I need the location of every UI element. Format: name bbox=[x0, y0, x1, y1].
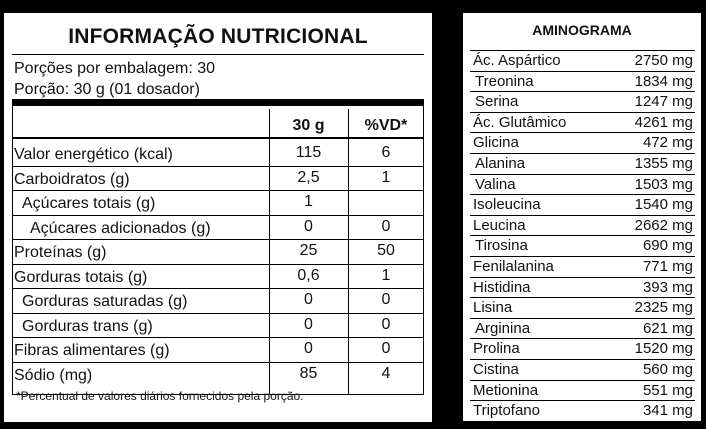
amino-acid-name: Ác. Glutâmico bbox=[473, 113, 567, 131]
nutrient-label: Carboidratos (g) bbox=[14, 170, 130, 188]
table-border-left bbox=[12, 106, 13, 395]
nutrient-row bbox=[4, 337, 424, 362]
amino-acid-row bbox=[470, 71, 695, 91]
amino-acid-name: Prolina bbox=[473, 340, 520, 358]
amino-acid-value: 560 mg bbox=[642, 361, 693, 378]
table-header-row bbox=[4, 112, 424, 137]
nutrient-label: Gorduras totais (g) bbox=[14, 268, 148, 286]
nutrient-daily-value: 6 bbox=[381, 144, 391, 161]
amino-acid-row bbox=[470, 153, 695, 173]
nutrient-row bbox=[4, 239, 424, 264]
amino-acid-value: 472 mg bbox=[642, 134, 693, 152]
amino-acid-value: 393 mg bbox=[642, 278, 693, 296]
amino-acid-row bbox=[470, 400, 695, 420]
amino-acid-row bbox=[470, 359, 695, 379]
amino-acid-name: Arginina bbox=[475, 319, 531, 337]
amino-acid-row bbox=[470, 338, 695, 358]
amino-acid-value: 1834 mg bbox=[634, 72, 693, 90]
nutrient-daily-value: 0 bbox=[381, 315, 391, 333]
title-divider bbox=[12, 54, 424, 55]
amino-acid-name: Isoleucina bbox=[473, 196, 541, 214]
nutrient-amount: 0 bbox=[304, 340, 313, 357]
nutrient-daily-value: 50 bbox=[377, 242, 395, 259]
nutrient-row bbox=[4, 141, 424, 166]
amino-acid-value: 2662 mg bbox=[634, 216, 693, 234]
amino-acid-name: Treonina bbox=[475, 72, 534, 90]
nutrient-daily-value: 1 bbox=[381, 168, 391, 186]
nutrient-row bbox=[4, 313, 424, 338]
amino-acid-name: Fenilalanina bbox=[473, 258, 554, 275]
nutrient-row bbox=[4, 264, 424, 289]
nutrient-row bbox=[4, 166, 424, 191]
nutrient-label: Sódio (mg) bbox=[14, 366, 93, 384]
amino-acid-name: Ác. Aspártico bbox=[473, 52, 561, 69]
aminogram-panel bbox=[463, 13, 701, 421]
amino-acid-name: Lisina bbox=[473, 299, 513, 317]
amino-acid-name: Triptofano bbox=[473, 402, 540, 420]
amino-acid-value: 1503 mg bbox=[634, 175, 693, 193]
amino-acid-row bbox=[470, 91, 695, 111]
nutrient-row bbox=[4, 288, 424, 313]
nutrition-facts-panel bbox=[4, 13, 432, 422]
amino-acid-name: Valina bbox=[475, 175, 516, 193]
amino-acid-row bbox=[470, 256, 695, 276]
nutrition-title: INFORMAÇÃO NUTRICIONAL bbox=[68, 25, 368, 48]
amino-acid-row bbox=[470, 277, 695, 297]
amino-acid-row bbox=[470, 297, 695, 317]
amino-acid-row bbox=[470, 380, 695, 400]
amino-acid-name: Histidina bbox=[473, 278, 531, 296]
nutrient-amount: 25 bbox=[299, 242, 318, 259]
table-border-right bbox=[423, 106, 424, 395]
nutrient-label: Açúcares totais (g) bbox=[22, 195, 156, 212]
amino-acid-name: Tirosina bbox=[475, 237, 528, 255]
nutrient-amount: 1 bbox=[304, 193, 313, 210]
amino-acid-row bbox=[470, 194, 695, 214]
amino-acid-row bbox=[470, 215, 695, 235]
amino-acid-row bbox=[470, 235, 695, 255]
amino-acid-value: 1540 mg bbox=[634, 196, 693, 214]
amino-acid-value: 1520 mg bbox=[634, 340, 693, 358]
nutrient-label: Gorduras trans (g) bbox=[22, 317, 153, 335]
amino-acid-row bbox=[470, 132, 695, 152]
header-dv: %VD* bbox=[364, 117, 408, 134]
amino-acid-row bbox=[470, 174, 695, 194]
servings-per-package: Porções por embalagem: 30 bbox=[14, 60, 215, 77]
amino-acid-value: 1247 mg bbox=[634, 93, 693, 111]
header-divider bbox=[12, 137, 424, 139]
aminogram-title: AMINOGRAMA bbox=[532, 22, 632, 38]
nutrient-row bbox=[4, 215, 424, 240]
amino-acid-row bbox=[470, 112, 695, 132]
nutrient-amount: 0 bbox=[304, 291, 313, 308]
amino-acid-value: 551 mg bbox=[642, 381, 693, 399]
amino-acid-row bbox=[470, 318, 695, 338]
serving-size: Porção: 30 g (01 dosador) bbox=[14, 81, 200, 98]
amino-acid-value: 771 mg bbox=[642, 258, 693, 275]
nutrient-daily-value: 0 bbox=[381, 291, 391, 308]
amino-acid-value: 4261 mg bbox=[634, 113, 693, 131]
nutrient-label: Fibras alimentares (g) bbox=[14, 342, 170, 359]
amino-acid-name: Metionina bbox=[473, 381, 539, 399]
amino-acid-value: 341 mg bbox=[642, 402, 693, 420]
amino-acid-name: Alanina bbox=[475, 155, 526, 172]
nutrient-label: Proteínas (g) bbox=[14, 244, 107, 261]
nutrient-row bbox=[4, 362, 424, 387]
nutrient-daily-value: 4 bbox=[381, 364, 391, 382]
nutrient-label: Gorduras saturadas (g) bbox=[22, 293, 188, 310]
column-divider bbox=[269, 109, 270, 395]
nutrient-daily-value: 0 bbox=[381, 217, 391, 235]
nutrient-amount: 0 bbox=[304, 217, 313, 235]
amino-acid-value: 2750 mg bbox=[634, 52, 693, 69]
amino-acid-value: 1355 mg bbox=[634, 155, 693, 172]
thick-divider bbox=[12, 99, 424, 106]
nutrient-label: Açúcares adicionados (g) bbox=[30, 219, 211, 237]
nutrient-amount: 0 bbox=[304, 315, 313, 333]
amino-acid-name: Glicina bbox=[473, 134, 519, 152]
nutrient-label: Valor energético (kcal) bbox=[14, 146, 173, 163]
amino-acid-value: 2325 mg bbox=[634, 299, 693, 317]
amino-acid-row bbox=[470, 50, 695, 70]
amino-acid-name: Cistina bbox=[473, 361, 519, 378]
nutrient-row bbox=[4, 190, 424, 215]
amino-row-divider bbox=[470, 421, 695, 422]
footnote: *Percentual de valores diários fornecidos pela porção. bbox=[16, 389, 304, 403]
nutrient-amount: 2,5 bbox=[297, 168, 320, 186]
column-divider bbox=[348, 109, 349, 395]
nutrient-amount: 0,6 bbox=[297, 266, 320, 284]
amino-acid-value: 690 mg bbox=[642, 237, 693, 255]
nutrient-amount: 85 bbox=[299, 364, 318, 382]
nutrient-amount: 115 bbox=[295, 144, 322, 161]
nutrient-daily-value: 0 bbox=[381, 340, 391, 357]
amino-acid-name: Leucina bbox=[473, 216, 526, 234]
amino-acid-value: 621 mg bbox=[642, 319, 693, 337]
nutrient-daily-value: 1 bbox=[381, 266, 391, 284]
header-amount: 30 g bbox=[292, 117, 325, 134]
amino-acid-name: Serina bbox=[475, 93, 519, 111]
